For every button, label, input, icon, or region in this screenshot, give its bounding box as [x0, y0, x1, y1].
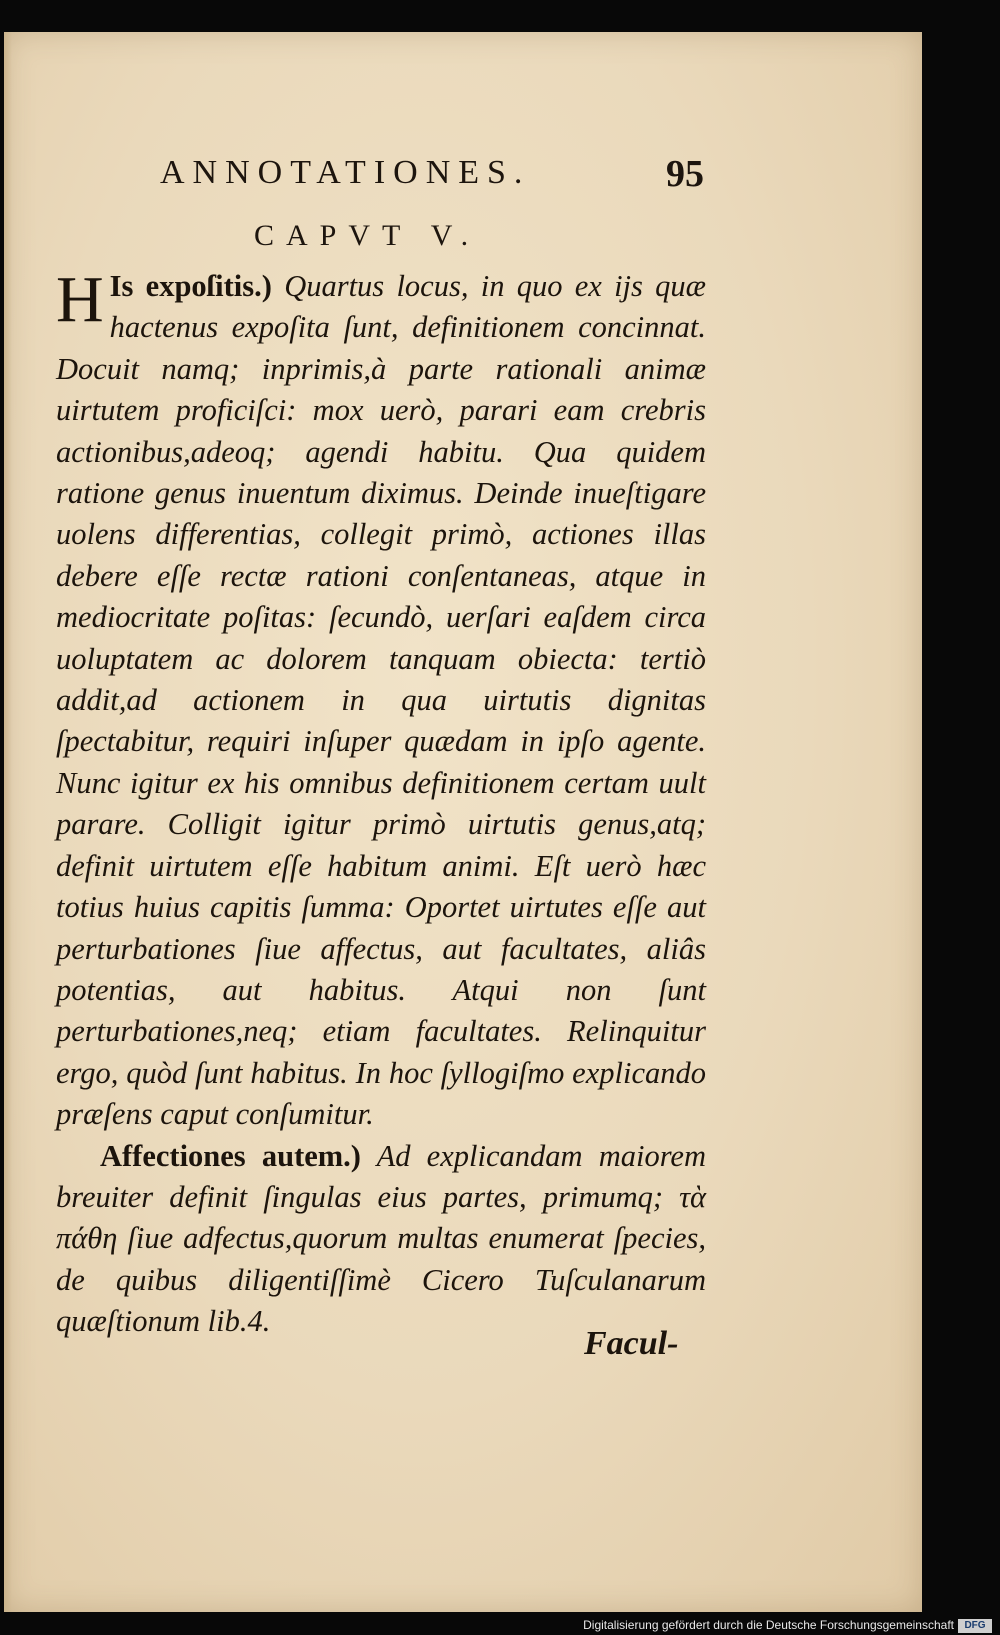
paragraph-1	[56, 263, 706, 1136]
paragraph-2	[56, 1136, 706, 1343]
drop-cap: H	[56, 263, 104, 336]
page-number: 95	[666, 153, 704, 195]
digitization-credit: Digitalisierung gefördert durch die Deutsche Forschungsgemeinschaft	[583, 1618, 954, 1632]
book-page	[4, 32, 922, 1612]
running-head	[154, 146, 714, 206]
chapter-heading: CAPVT V.	[254, 219, 481, 252]
page-gutter-shadow	[4, 32, 12, 1612]
paragraph-2-text: Ad explicandam maiorem breuiter definit ſingulas eius partes, primumq; τὰ πάθη ſiue adfectus,quorum multas enumerat ſpecies, de quibus diligentiſſimè Cicero Tuſculanarum quæſtionum lib.4.	[56, 1138, 706, 1339]
lemma-2: Affectiones autem.)	[100, 1138, 361, 1173]
paragraph-1-text: Quartus locus, in quo ex ijs quæ hactenus expoſita ſunt, definitionem concinnat. Docuit namq; inprimis,à parte rationali animæ uirtutem proficiſci: mox uerò, parari eam crebris actionibus,adeoq; agendi habitu. Qua quidem ratione genus inuentum diximus. Deinde inueſtigare uolens differentias, collegit primò, actiones illas debere eſſe rectæ rationi conſentaneas, atque in mediocritate poſitas: ſecundò, uerſari eaſdem circa uoluptatem ac dolorem tanquam obiecta: tertiò addit,ad actionem in qua uirtutis dignitas ſpectabitur, requiri inſuper quædam in ipſo agente. Nunc igitur ex his omnibus definitionem certam uult parare. Colligit igitur primò uirtutis genus,atq; definit uirtutem eſſe habitum animi. Eſt uerò hæc totius huius capitis ſumma: Oportet uirtutes eſſe aut perturbationes ſiue affectus, aut facultates, aliâs potentias, aut habitus. Atqui non ſunt perturbationes,neq; etiam facultates. Relinquitur ergo, quòd ſunt habitus. In hoc ſyllogiſmo explicando præſens caput conſumitur.	[56, 269, 706, 1132]
body-text	[56, 263, 706, 1343]
running-title: ANNOTATIONES.	[160, 154, 531, 191]
lemma-1: Is expoſitis.)	[109, 269, 272, 303]
dfg-logo: DFG	[958, 1619, 992, 1633]
catchword: Facul-	[584, 1325, 679, 1362]
